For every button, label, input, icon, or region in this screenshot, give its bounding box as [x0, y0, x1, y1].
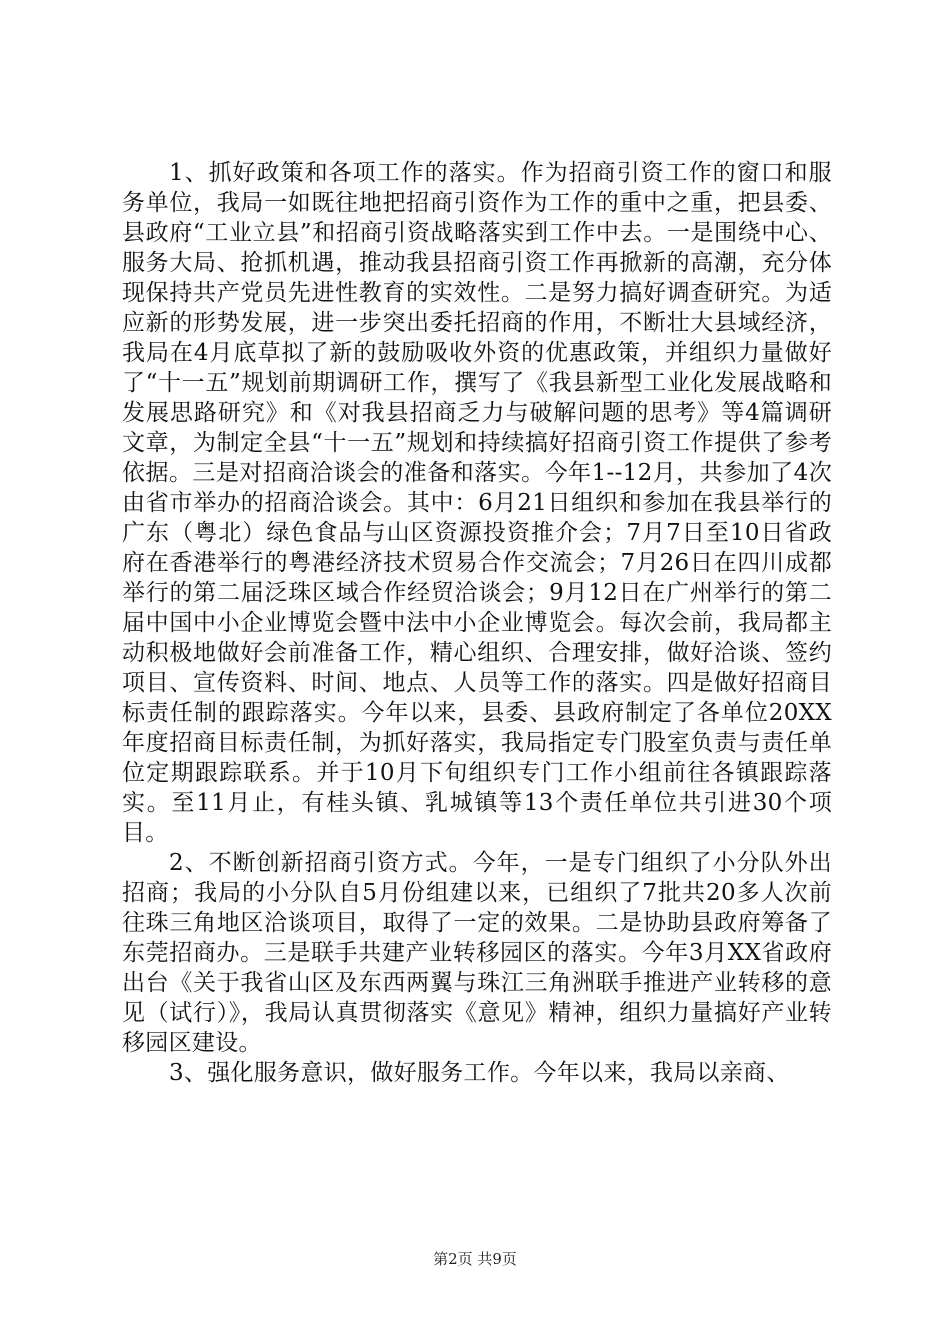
paragraph-1: 1、抓好政策和各项工作的落实。作为招商引资工作的窗口和服务单位，我局一如既往地把招商引资作为工作的重中之重，把县委、县政府“工业立县”和招商引资战略落实到工作中去。一是围绕中心、服务大局、抢抓机遇，推动我县招商引资工作再掀新的高潮，充分体现保持共产党员先进性教育的实效性。二是努力搞好调查研究。为适应新的形势发展，进一步突出委托招商的作用，不断壮大县域经济，我局在4月底草拟了新的鼓励吸收外资的优惠政策，并组织力量做好了“十一五”规划前期调研工作，撰写了《我县新型工业化发展战略和发展思路研究》和《对我县招商乏力与破解问题的思考》等4篇调研文章，为制定全县“十一五”规划和持续搞好招商引资工作提供了参考依据。三是对招商洽谈会的准备和落实。今年1--12月，共参加了4次由省市举办的招商洽谈会。其中：6月21日组织和参加在我县举行的广东（粤北）绿色食品与山区资源投资推介会；7月7日至10日省政府在香港举行的粤港经济技术贸易合作交流会；7月26日在四川成都举行的第二届泛珠区域合作经贸洽谈会；9月12日在广州举行的第二届中国中小企业博览会暨中法中小企业博览会。每次会前，我局都主动积极地做好会前准备工作，精心组织、合理安排，做好洽谈、签约项目、宣传资料、时间、地点、人员等工作的落实。四是做好招商目标责任制的跟踪落实。今年以来，县委、县政府制定了各单位20XX年度招商目标责任制，为抓好落实，我局指定专门股室负责与责任单位定期跟踪联系。并于10月下旬组织专门工作小组前往各镇跟踪落实。至11月止，有桂头镇、乳城镇等13个责任单位共引进30个项目。	[122, 160, 832, 846]
page-number-footer: 第2页 共9页	[433, 1250, 517, 1268]
paragraph-2: 2、不断创新招商引资方式。今年，一是专门组织了小分队外出招商；我局的小分队自5月份组建以来，已组织了7批共20多人次前往珠三角地区洽谈项目，取得了一定的效果。二是协助县政府筹备了东莞招商办。三是联手共建产业转移园区的落实。今年3月XX省政府出台《关于我省山区及东西两翼与珠江三角洲联手推进产业转移的意见（试行）》，我局认真贯彻落实《意见》精神，组织力量搞好产业转移园区建设。	[122, 850, 832, 1056]
document-body	[122, 158, 832, 1088]
paragraph-3: 3、强化服务意识，做好服务工作。今年以来，我局以亲商、	[169, 1060, 790, 1086]
